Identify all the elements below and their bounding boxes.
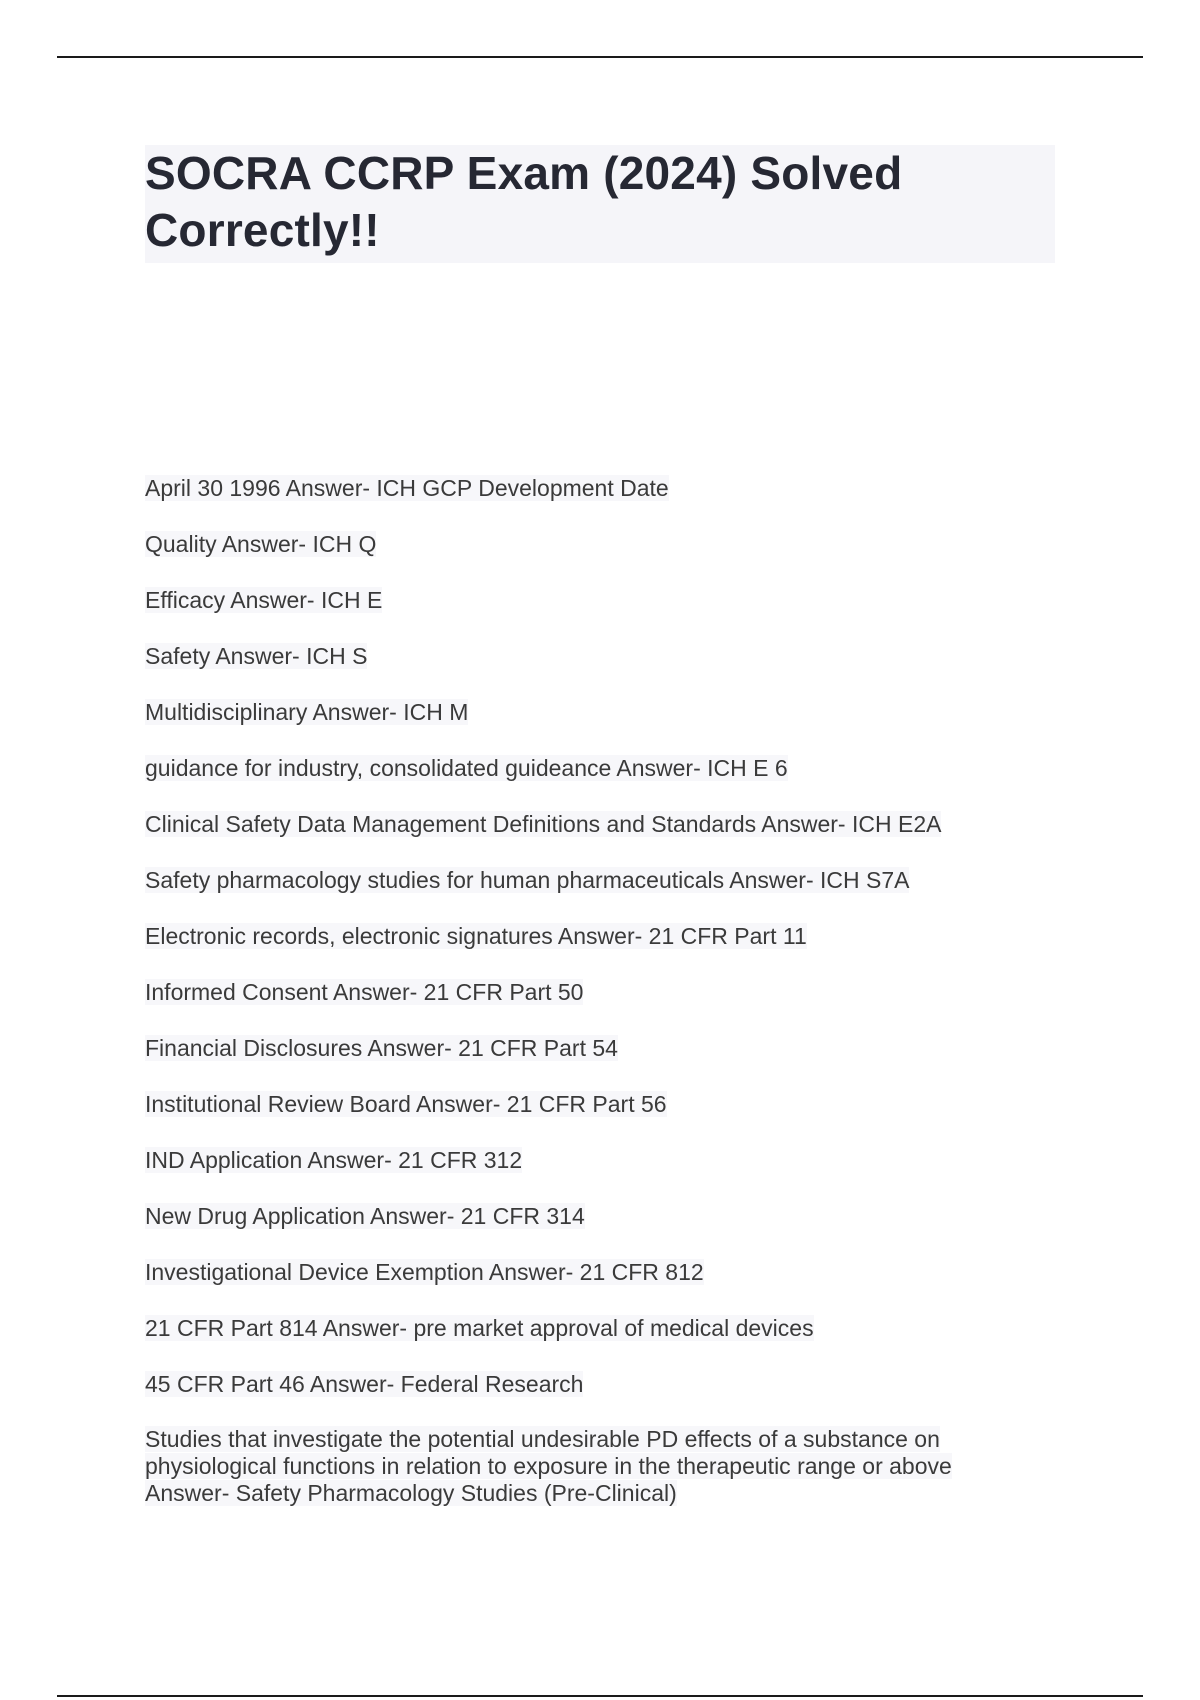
bottom-divider: [57, 1695, 1143, 1697]
page-title: SOCRA CCRP Exam (2024) Solved Correctly!!: [145, 147, 903, 256]
list-item: guidance for industry, consolidated guideance Answer- ICH E 6: [145, 755, 788, 781]
list-item: Safety pharmacology studies for human pharmaceuticals Answer- ICH S7A: [145, 867, 910, 893]
list-item: 21 CFR Part 814 Answer- pre market approval of medical devices: [145, 1315, 814, 1341]
list-item: Safety Answer- ICH S: [145, 643, 368, 669]
top-divider: [57, 56, 1143, 58]
list-item: Clinical Safety Data Management Definitions and Standards Answer- ICH E2A: [145, 811, 942, 837]
list-item: Informed Consent Answer- 21 CFR Part 50: [145, 979, 584, 1005]
list-item: Investigational Device Exemption Answer- 21 CFR 812: [145, 1259, 704, 1285]
list-item: Multidisciplinary Answer- ICH M: [145, 699, 469, 725]
qa-list: [145, 474, 1045, 1535]
list-item: IND Application Answer- 21 CFR 312: [145, 1147, 523, 1173]
list-item: 45 CFR Part 46 Answer- Federal Research: [145, 1371, 584, 1397]
list-item: Efficacy Answer- ICH E: [145, 587, 383, 613]
title-block: [145, 145, 1055, 263]
list-item: April 30 1996 Answer- ICH GCP Development Date: [145, 475, 669, 501]
list-item: Studies that investigate the potential undesirable PD effects of a substance on physiological functions in relation to exposure in the therapeutic range or above Answer- Safety Pharmacology Studies (Pre-Clinical): [145, 1426, 952, 1506]
list-item: New Drug Application Answer- 21 CFR 314: [145, 1203, 585, 1229]
list-item: Financial Disclosures Answer- 21 CFR Part 54: [145, 1035, 618, 1061]
list-item: Institutional Review Board Answer- 21 CFR Part 56: [145, 1091, 667, 1117]
list-item: Quality Answer- ICH Q: [145, 531, 377, 557]
list-item: Electronic records, electronic signatures Answer- 21 CFR Part 11: [145, 923, 807, 949]
